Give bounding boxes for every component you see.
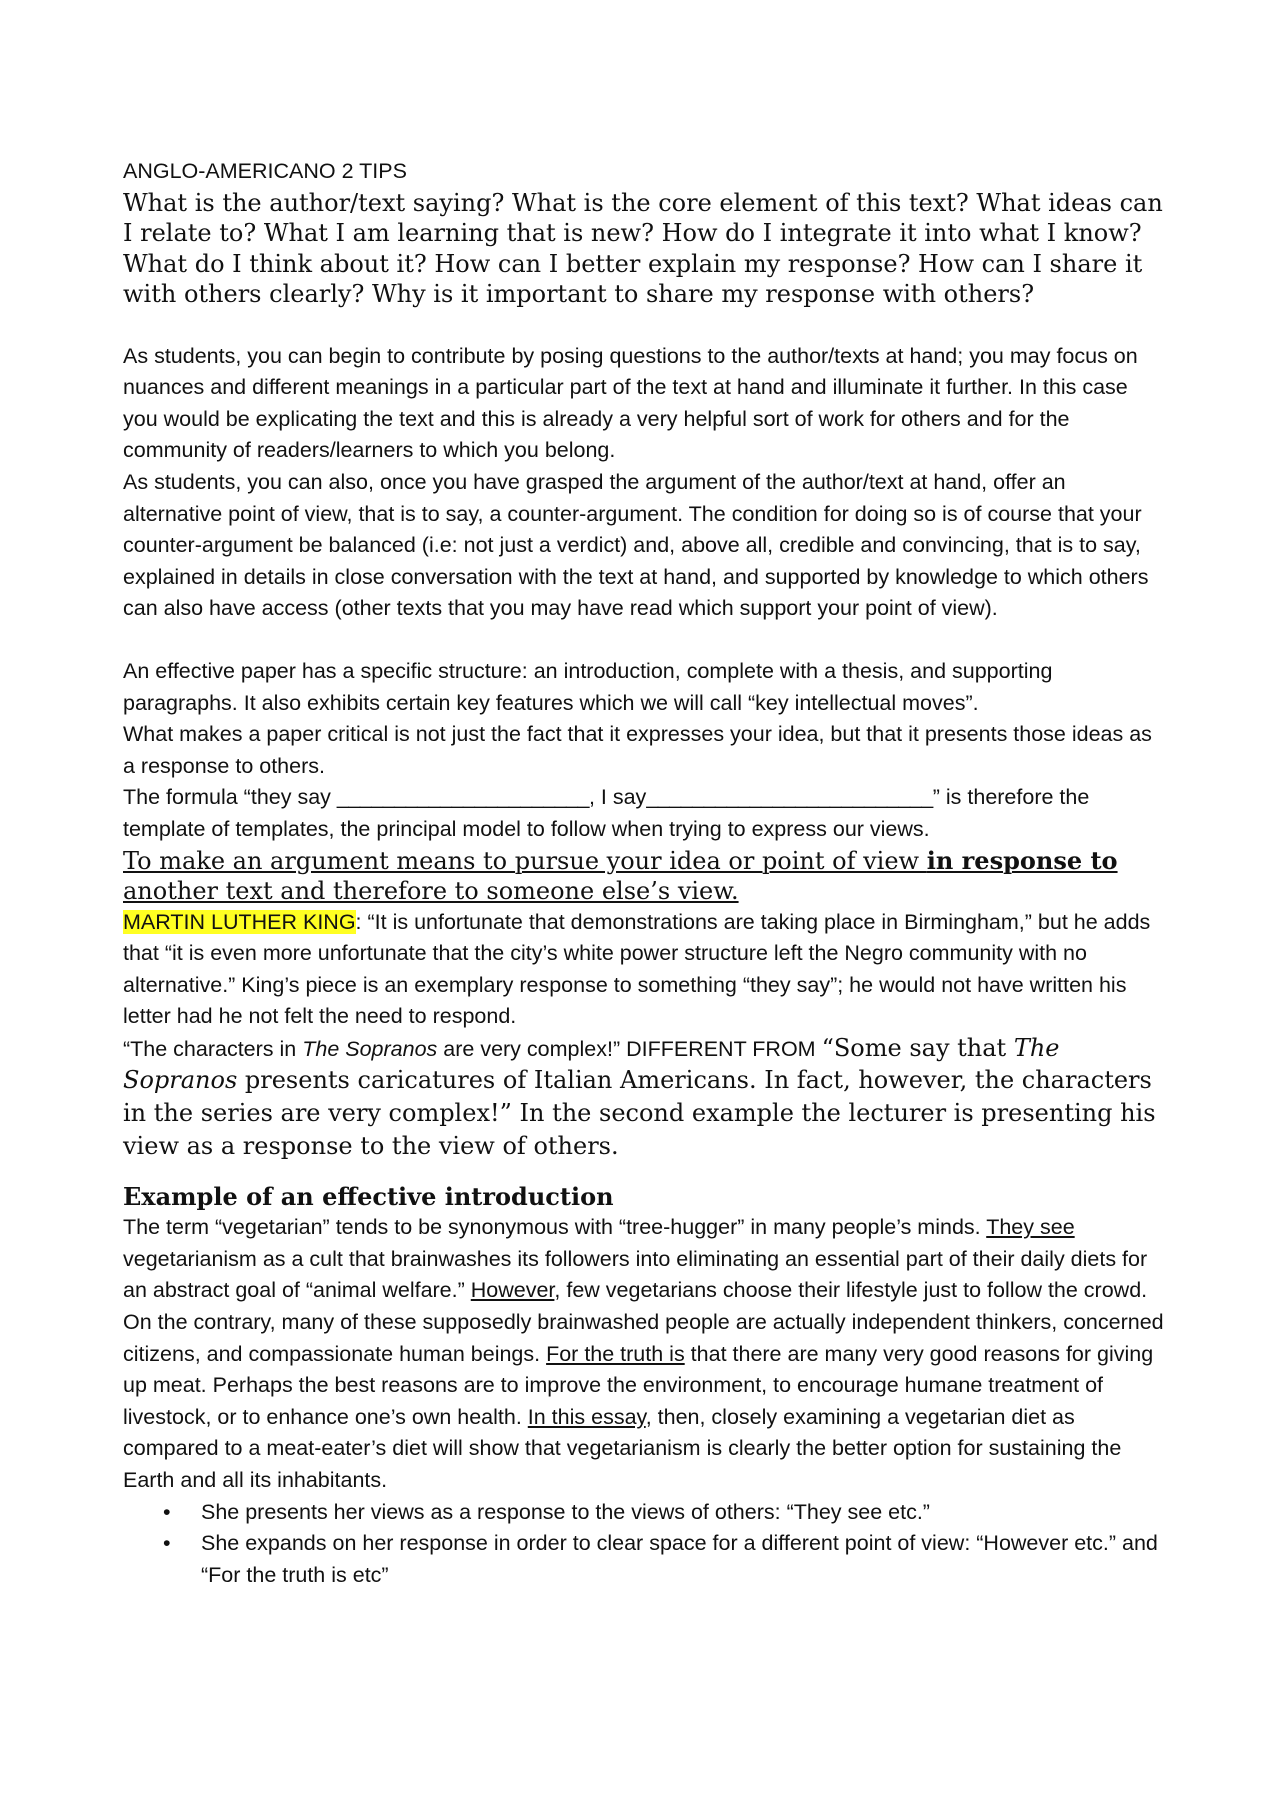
guiding-questions: What is the author/text saying? What is the core element of this text? What ideas can I relate to? What I am learning that is new? How do I integrate it into what I know? What do I think about it? How can I better explain my response? How can I share it with others clearly? Why is it important to share my response with others? [123,188,1163,309]
spacer [123,625,1168,656]
critical-paper-paragraph: What makes a paper critical is not just the fact that it expresses your idea, but that it presents those ideas as a response to others. [123,722,1152,778]
spacer [123,310,1168,341]
move-they-see: They see [986,1215,1075,1240]
i-say-blank: _________________________ [646,785,933,810]
example-introduction: The term “vegetarian” tends to be synonymous with “tree-hugger” in many people’s minds. They see vegetarianism as a cult that brainwashes its followers into eliminating an essential part of their daily diets for an abstract goal of “animal welfare.” However, few vegetarians choose their lifestyle just to follow the crowd. On the contrary, many of these supposedly brainwashed people are actually independent thinkers, concerned citizens, and compassionate human beings. For the truth is that there are many very good reasons for giving up meat. Perhaps the best reasons are to improve the environment, to encourage humane treatment of livestock, or to enhance one’s own health. In this essay, then, closely examining a vegetarian diet as compared to a meat-eater’s diet will show that vegetarianism is clearly the better option for sustaining the Earth and all its inhabitants. [123,1215,1164,1492]
students-paragraph-1: As students, you can begin to contribute by posing questions to the author/texts at hand; you may focus on nuances and different meanings in a particular part of the text at hand and illuminate it further. In this case you would be explicating the text and this is already a very helpful sort of work for others and for the community of readers/learners to which you belong. [123,343,1138,463]
formula-paragraph: The formula “they say ______________________, I say_________________________” is therefore the template of templates, the principal model to follow when trying to express our views. [123,785,1090,841]
move-in-this-essay: In this essay [527,1404,646,1429]
mlk-paragraph: MARTIN LUTHER KING: “It is unfortunate that demonstrations are taking place in Birmingham,” but he adds that “it is even more unfortunate that the city’s white power structure left the Negro community with no alternative.” King’s piece is an exemplary response to something “they say”; he would not have written his letter had he not felt the need to respond. [123,909,1151,1029]
they-say-blank: ______________________ [336,785,589,810]
bullet-list [123,1497,1168,1592]
argument-definition: To make an argument means to pursue your idea or point of view in response to another text and therefore to someone else’s view. [123,845,1118,905]
bullet-icon: • [163,1531,171,1556]
sopranos-paragraph: “The characters in The Sopranos are very complex!” DIFFERENT FROM “Some say that The Sopranos presents caricatures of Italian Americans. In fact, however, the characters in the series are very complex!” In the second example the lecturer is presenting his view as a response to the view of others. [123,1033,1156,1160]
section-heading: Example of an effective introduction [123,1182,614,1212]
students-paragraph-2: As students, you can also, once you have grasped the argument of the author/text at hand, offer an alternative point of view, that is to say, a counter-argument. The condition for doing so is of course that your counter-argument be balanced (i.e: not just a verdict) and, above all, credible and convincing, that is to say, explained in details in close conversation with the text at hand, and supported by knowledge to which others can also have access (other texts that you may have read which support your point of view). [123,469,1149,621]
move-for-the-truth: For the truth is [546,1341,685,1366]
mlk-highlight: MARTIN LUTHER KING [123,909,356,934]
list-item: • She presents her views as a response to the views of others: “They see etc.” [123,1497,1168,1529]
document-page [123,156,1168,1591]
move-however: However [470,1278,555,1303]
effective-paper-paragraph: An effective paper has a specific structure: an introduction, complete with a thesis, and supporting paragraphs. It also exhibits certain key features which we will call “key intellectual moves”. [123,658,1053,715]
bullet-icon: • [163,1499,171,1524]
doc-title: ANGLO-AMERICANO 2 TIPS [123,159,407,183]
spacer [123,1163,1168,1181]
list-item: • She expands on her response in order to clear space for a different point of view: “However etc.” and “For the truth is etc” [123,1528,1168,1591]
